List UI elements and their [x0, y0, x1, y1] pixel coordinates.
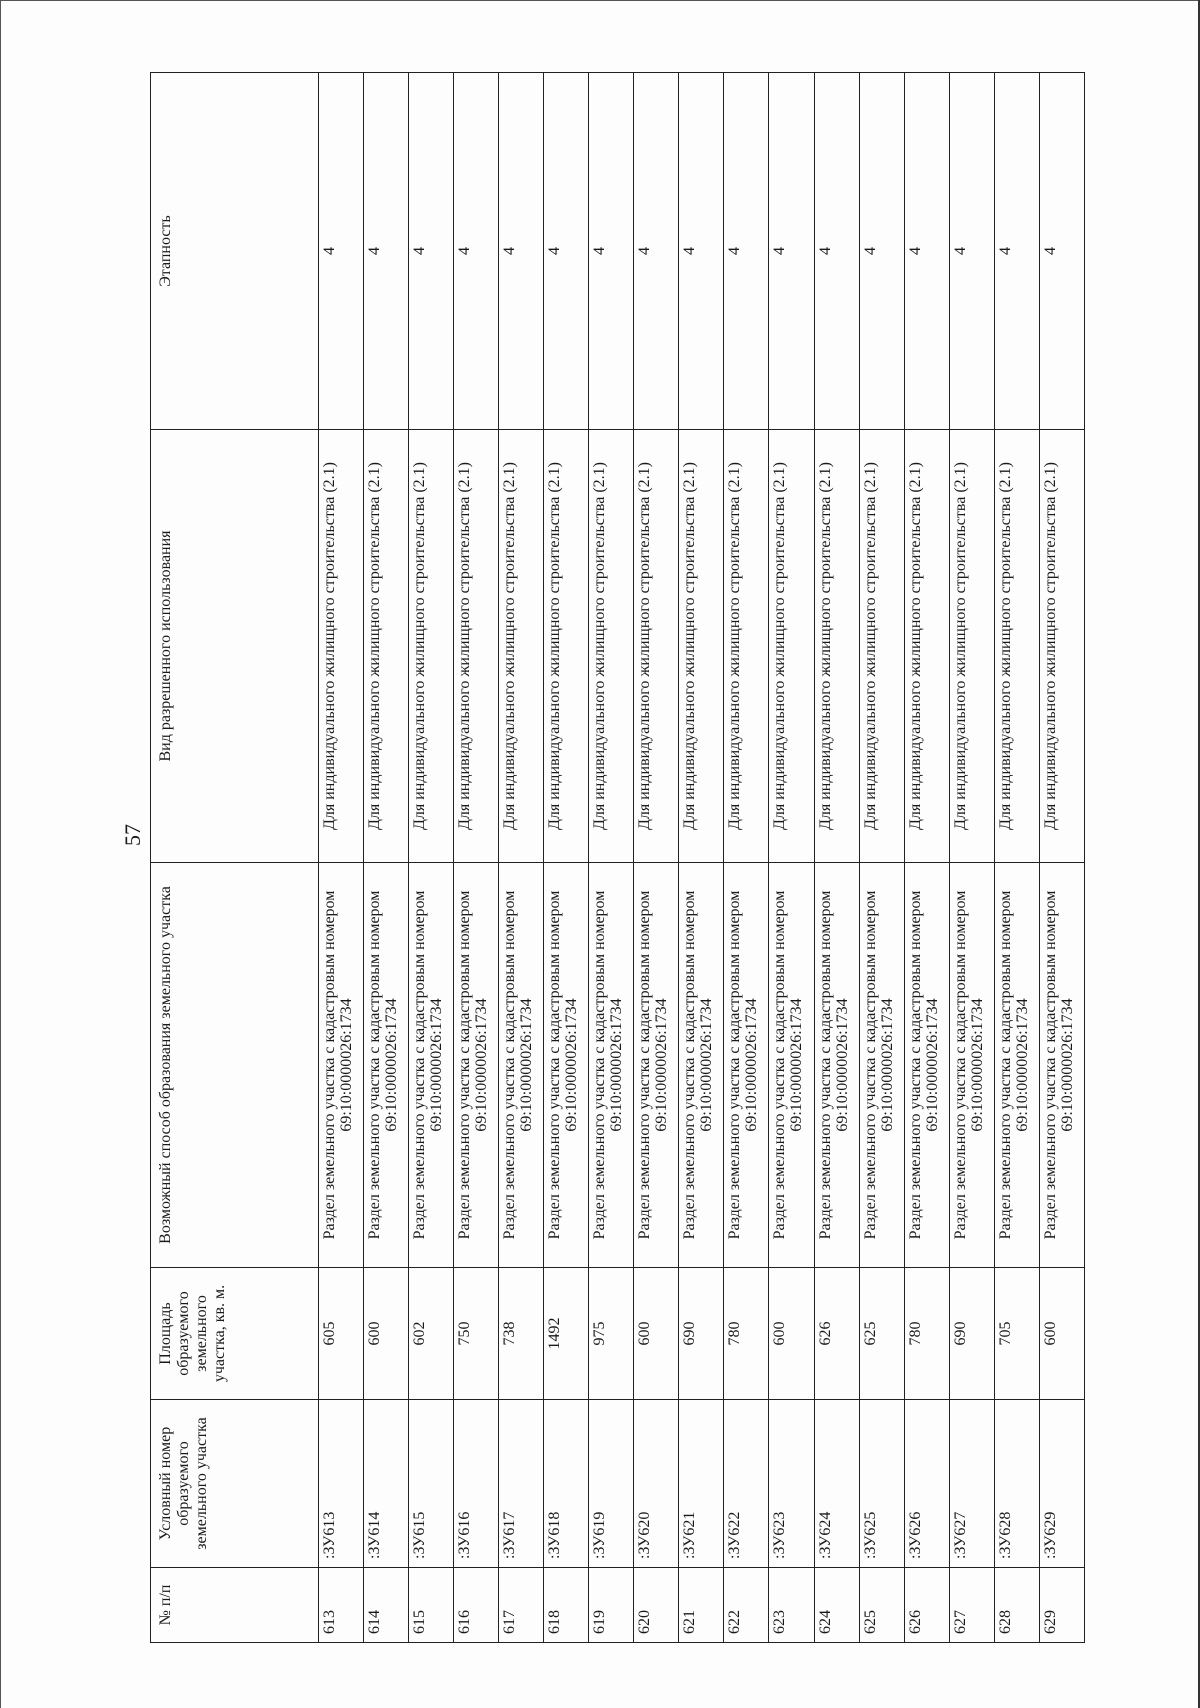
- cell-method: Раздел земельного участка с кадастровым номером 69:10:0000026:1734: [364, 863, 409, 1268]
- table-row: [499, 73, 544, 1643]
- cell-method: Раздел земельного участка с кадастровым номером 69:10:0000026:1734: [589, 863, 634, 1268]
- cell-use: Для индивидуального жилищного строительства (2.1): [499, 430, 544, 863]
- cell-floors: 4: [499, 73, 544, 430]
- cell-method: Раздел земельного участка с кадастровым номером 69:10:0000026:1734: [859, 863, 904, 1268]
- page-number: 57: [120, 824, 145, 846]
- table-row: [994, 73, 1039, 1643]
- table-row: [589, 73, 634, 1643]
- cell-num: 625: [859, 1568, 904, 1643]
- cell-method: Раздел земельного участка с кадастровым номером 69:10:0000026:1734: [949, 863, 994, 1268]
- cell-num: 629: [1039, 1568, 1084, 1643]
- cell-method: Раздел земельного участка с кадастровым номером 69:10:0000026:1734: [454, 863, 499, 1268]
- cell-code: :ЗУ629: [1039, 1400, 1084, 1568]
- cell-num: 621: [679, 1568, 724, 1643]
- cell-num: 614: [364, 1568, 409, 1643]
- cell-area: 602: [409, 1268, 454, 1400]
- cell-code: :ЗУ617: [499, 1400, 544, 1568]
- cell-code: :ЗУ616: [454, 1400, 499, 1568]
- cell-floors: 4: [949, 73, 994, 430]
- cell-num: 620: [634, 1568, 679, 1643]
- cell-use: Для индивидуального жилищного строительства (2.1): [724, 430, 769, 863]
- cell-code: :ЗУ619: [589, 1400, 634, 1568]
- cell-use: Для индивидуального жилищного строительства (2.1): [319, 430, 364, 863]
- table-row: [724, 73, 769, 1643]
- table-row: [409, 73, 454, 1643]
- cell-area: 625: [859, 1268, 904, 1400]
- cell-area: 600: [769, 1268, 814, 1400]
- cell-num: 615: [409, 1568, 454, 1643]
- cell-code: :ЗУ621: [679, 1400, 724, 1568]
- cell-floors: 4: [409, 73, 454, 430]
- cell-use: Для индивидуального жилищного строительства (2.1): [454, 430, 499, 863]
- cell-method: Раздел земельного участка с кадастровым номером 69:10:0000026:1734: [904, 863, 949, 1268]
- cell-method: Раздел земельного участка с кадастровым номером 69:10:0000026:1734: [409, 863, 454, 1268]
- header-num: № п/п: [151, 1568, 319, 1643]
- header-use: Вид разрешенного использования: [151, 430, 319, 863]
- cell-num: 627: [949, 1568, 994, 1643]
- cell-code: :ЗУ613: [319, 1400, 364, 1568]
- cell-use: Для индивидуального жилищного строительства (2.1): [994, 430, 1039, 863]
- cell-use: Для индивидуального жилищного строительства (2.1): [904, 430, 949, 863]
- table-row: [364, 73, 409, 1643]
- cell-floors: 4: [904, 73, 949, 430]
- cell-use: Для индивидуального жилищного строительства (2.1): [859, 430, 904, 863]
- table-row: [1039, 73, 1084, 1643]
- header-floors: Этапность: [151, 73, 319, 430]
- scan-edge-top: [0, 0, 1200, 1]
- cell-area: 600: [1039, 1268, 1084, 1400]
- cell-use: Для индивидуального жилищного строительства (2.1): [769, 430, 814, 863]
- cell-code: :ЗУ620: [634, 1400, 679, 1568]
- cell-code: :ЗУ614: [364, 1400, 409, 1568]
- cell-floors: 4: [859, 73, 904, 430]
- table-row: [949, 73, 994, 1643]
- cell-num: 622: [724, 1568, 769, 1643]
- cell-method: Раздел земельного участка с кадастровым номером 69:10:0000026:1734: [499, 863, 544, 1268]
- table-row: [769, 73, 814, 1643]
- cell-area: 605: [319, 1268, 364, 1400]
- cell-area: 738: [499, 1268, 544, 1400]
- cell-code: :ЗУ625: [859, 1400, 904, 1568]
- cell-floors: 4: [1039, 73, 1084, 430]
- cell-use: Для индивидуального жилищного строительства (2.1): [679, 430, 724, 863]
- cell-floors: 4: [724, 73, 769, 430]
- table-row: [814, 73, 859, 1643]
- table-row: [454, 73, 499, 1643]
- table-row: [859, 73, 904, 1643]
- cell-code: :ЗУ626: [904, 1400, 949, 1568]
- cell-area: 600: [364, 1268, 409, 1400]
- cell-use: Для индивидуального жилищного строительства (2.1): [634, 430, 679, 863]
- cell-code: :ЗУ615: [409, 1400, 454, 1568]
- cell-num: 628: [994, 1568, 1039, 1643]
- cell-num: 623: [769, 1568, 814, 1643]
- cell-method: Раздел земельного участка с кадастровым номером 69:10:0000026:1734: [1039, 863, 1084, 1268]
- cell-use: Для индивидуального жилищного строительства (2.1): [589, 430, 634, 863]
- cell-floors: 4: [679, 73, 724, 430]
- cell-use: Для индивидуального жилищного строительства (2.1): [409, 430, 454, 863]
- table-body: [319, 73, 1085, 1643]
- cell-num: 613: [319, 1568, 364, 1643]
- cell-area: 626: [814, 1268, 859, 1400]
- cell-method: Раздел земельного участка с кадастровым номером 69:10:0000026:1734: [319, 863, 364, 1268]
- cell-use: Для индивидуального жилищного строительства (2.1): [544, 430, 589, 863]
- cell-floors: 4: [319, 73, 364, 430]
- cell-code: :ЗУ628: [994, 1400, 1039, 1568]
- cell-area: 600: [634, 1268, 679, 1400]
- cell-area: 1492: [544, 1268, 589, 1400]
- cell-num: 617: [499, 1568, 544, 1643]
- cell-code: :ЗУ623: [769, 1400, 814, 1568]
- cell-use: Для индивидуального жилищного строительства (2.1): [364, 430, 409, 863]
- cell-floors: 4: [589, 73, 634, 430]
- cell-num: 626: [904, 1568, 949, 1643]
- cell-area: 780: [904, 1268, 949, 1400]
- cell-num: 618: [544, 1568, 589, 1643]
- cell-area: 780: [724, 1268, 769, 1400]
- cell-use: Для индивидуального жилищного строительства (2.1): [814, 430, 859, 863]
- cell-floors: 4: [814, 73, 859, 430]
- cell-method: Раздел земельного участка с кадастровым номером 69:10:0000026:1734: [724, 863, 769, 1268]
- land-plots-table: [150, 72, 1085, 1643]
- cell-num: 616: [454, 1568, 499, 1643]
- scan-edge-left: [0, 0, 1, 1708]
- cell-code: :ЗУ624: [814, 1400, 859, 1568]
- land-plots-table-container: [150, 73, 1085, 1643]
- cell-area: 975: [589, 1268, 634, 1400]
- table-row: [679, 73, 724, 1643]
- cell-area: 690: [679, 1268, 724, 1400]
- cell-use: Для индивидуального жилищного строительства (2.1): [1039, 430, 1084, 863]
- cell-area: 705: [994, 1268, 1039, 1400]
- cell-num: 619: [589, 1568, 634, 1643]
- cell-method: Раздел земельного участка с кадастровым номером 69:10:0000026:1734: [994, 863, 1039, 1268]
- cell-code: :ЗУ622: [724, 1400, 769, 1568]
- cell-floors: 4: [454, 73, 499, 430]
- cell-floors: 4: [994, 73, 1039, 430]
- cell-method: Раздел земельного участка с кадастровым номером 69:10:0000026:1734: [544, 863, 589, 1268]
- table-header-row: [151, 73, 319, 1643]
- header-method: Возможный способ образования земельного участка: [151, 863, 319, 1268]
- cell-floors: 4: [364, 73, 409, 430]
- table-row: [544, 73, 589, 1643]
- cell-area: 690: [949, 1268, 994, 1400]
- table-row: [319, 73, 364, 1643]
- table-row: [904, 73, 949, 1643]
- header-code: Условный номер образуемого земельного участка: [151, 1400, 319, 1568]
- cell-method: Раздел земельного участка с кадастровым номером 69:10:0000026:1734: [679, 863, 724, 1268]
- cell-code: :ЗУ618: [544, 1400, 589, 1568]
- cell-method: Раздел земельного участка с кадастровым номером 69:10:0000026:1734: [769, 863, 814, 1268]
- cell-floors: 4: [769, 73, 814, 430]
- table-row: [634, 73, 679, 1643]
- cell-method: Раздел земельного участка с кадастровым номером 69:10:0000026:1734: [634, 863, 679, 1268]
- cell-num: 624: [814, 1568, 859, 1643]
- cell-use: Для индивидуального жилищного строительства (2.1): [949, 430, 994, 863]
- cell-code: :ЗУ627: [949, 1400, 994, 1568]
- cell-area: 750: [454, 1268, 499, 1400]
- header-area: Площадь образуемого земельного участка, кв. м.: [151, 1268, 319, 1400]
- cell-floors: 4: [544, 73, 589, 430]
- cell-method: Раздел земельного участка с кадастровым номером 69:10:0000026:1734: [814, 863, 859, 1268]
- cell-floors: 4: [634, 73, 679, 430]
